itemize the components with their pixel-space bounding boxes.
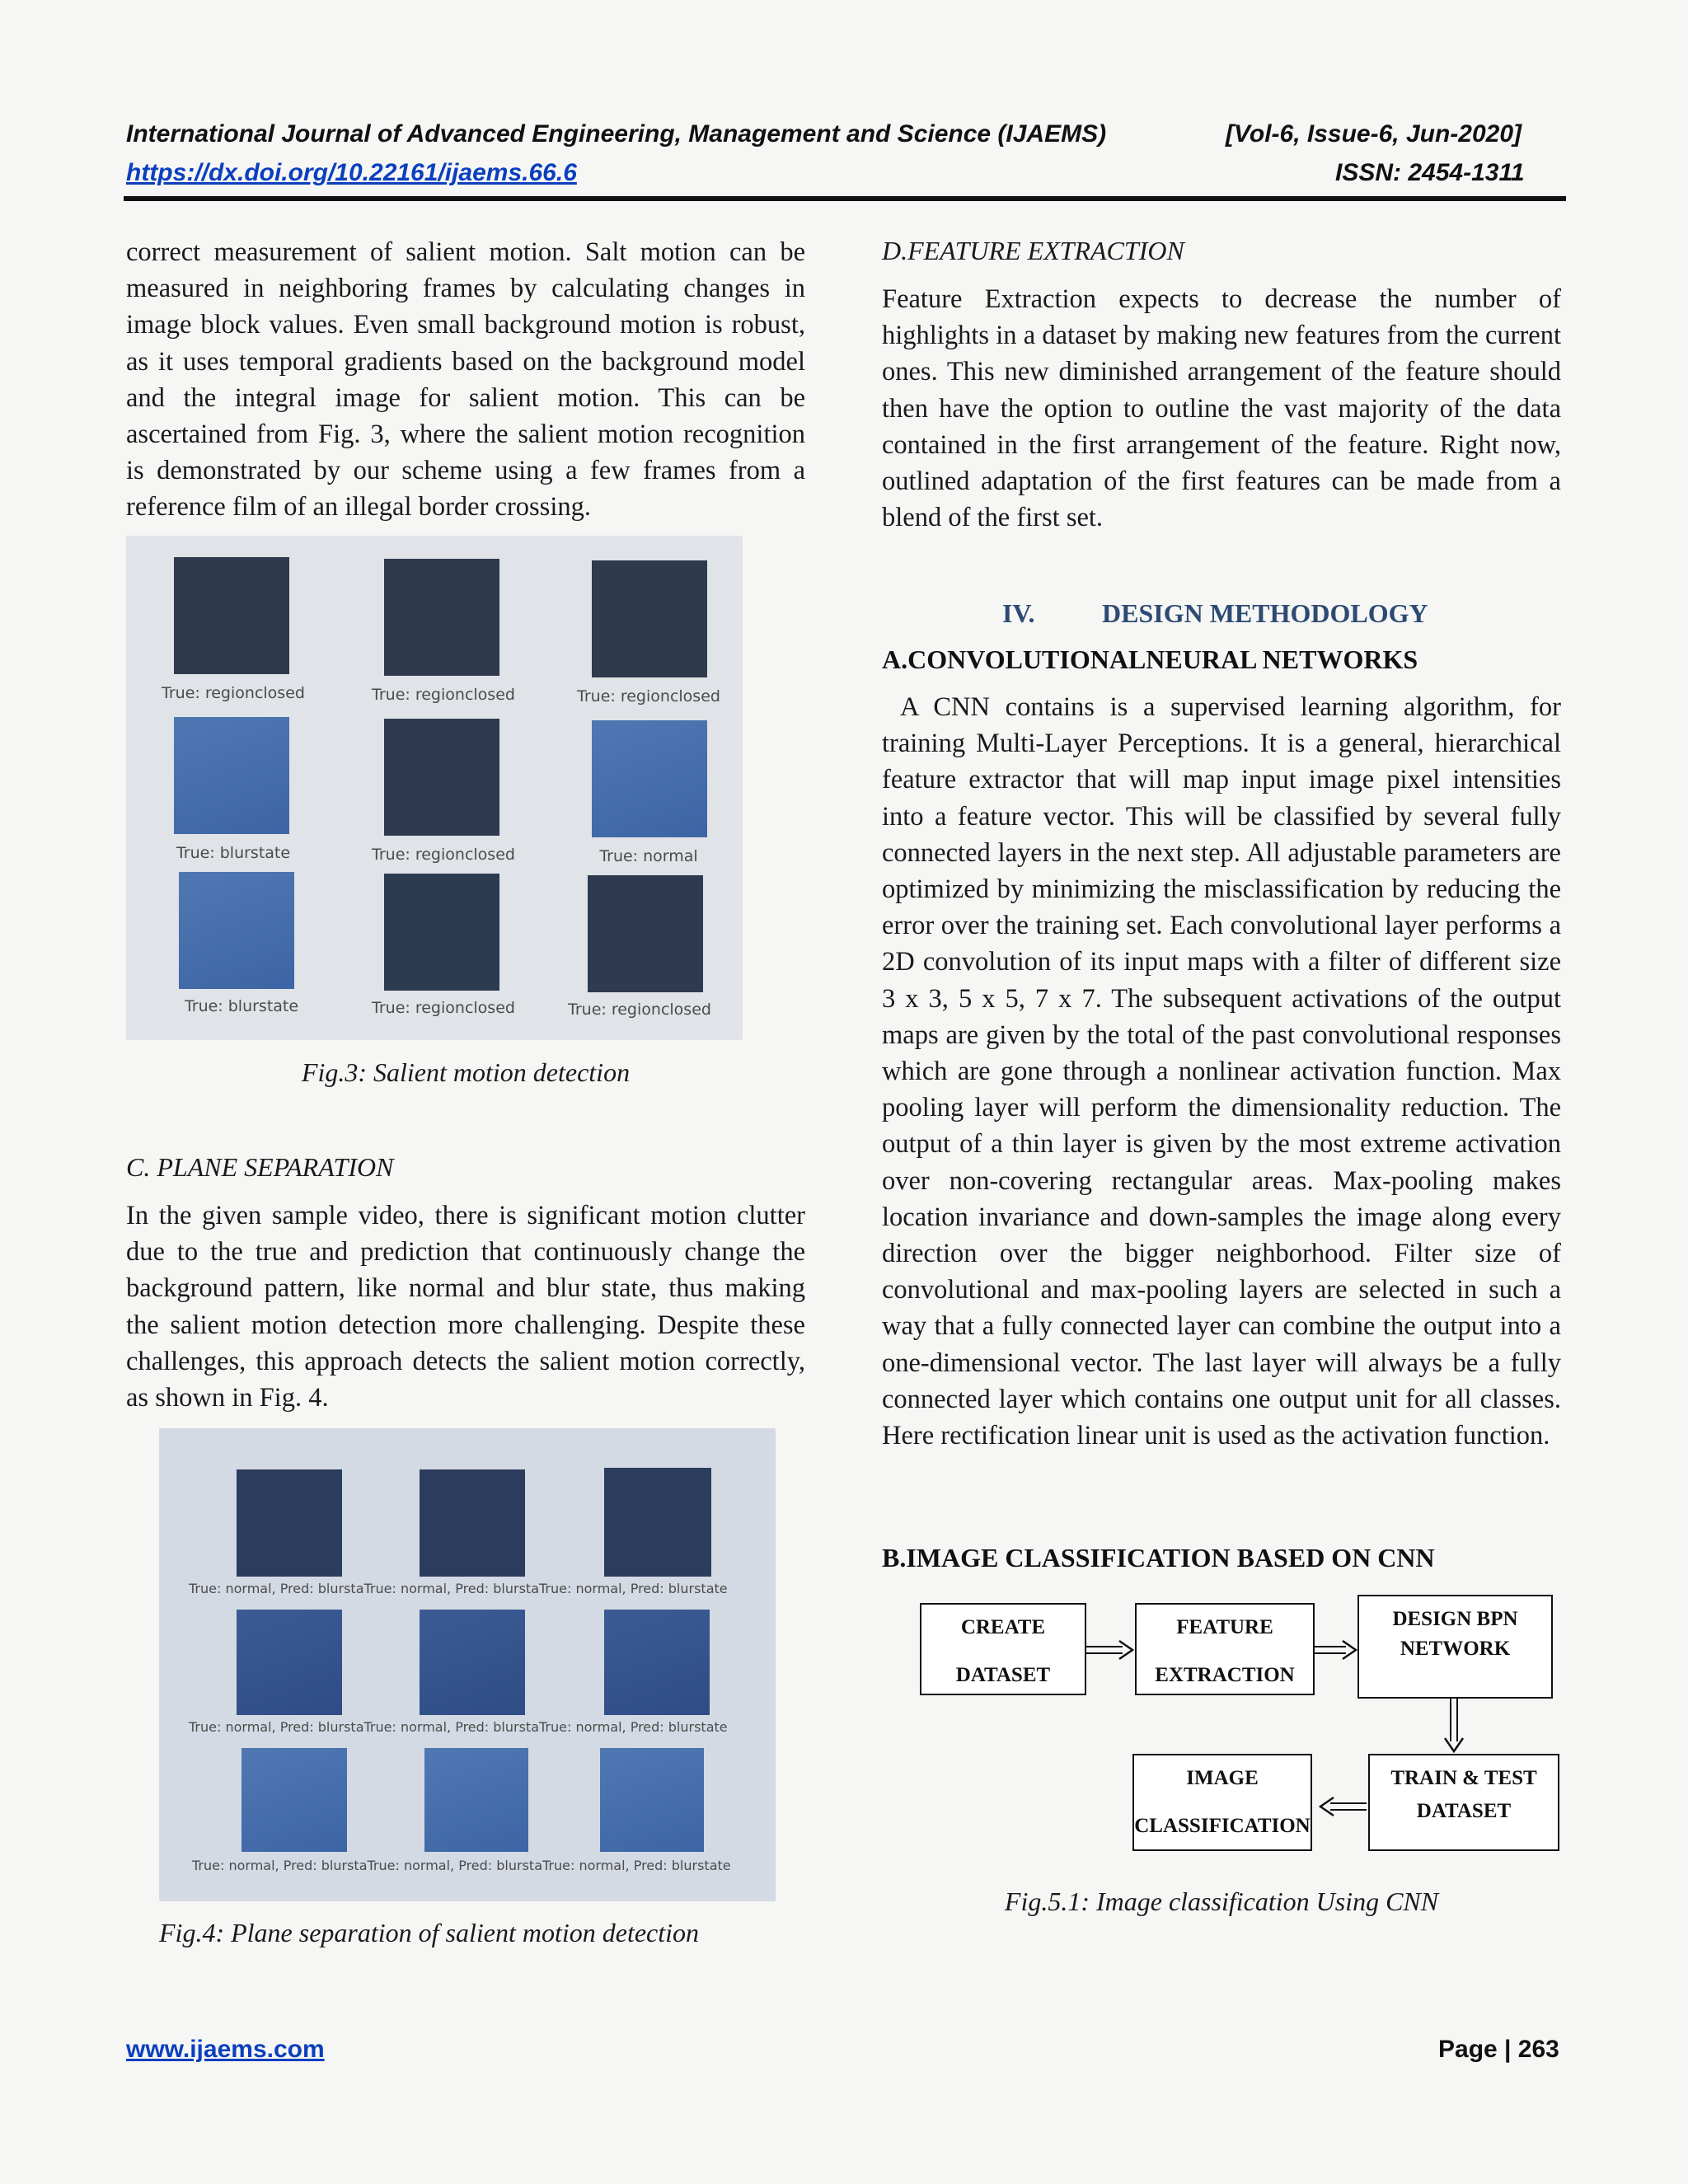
fig4-tile (424, 1748, 528, 1852)
right-paragraph-2: A CNN contains is a supervised learning algorithm, for training Multi-Layer Perceptions. It is a general, hierarchical feature extractor that will map input image pixel intensities into a feature vector. This will be classified by several fully connected layers in the next step. All adjustable parameters are optimized by minimizing the misclassification by reducing the error over the training set. Each convolutional layer performs a 2D convolution of its input maps with a filter of different size 3 x 3, 5 x 5, 7 x 7. The subsequent activations of the output maps are given by the total of the past convolutional responses which are gone through a nonlinear activation function. Max pooling layer will perform the dimensionality reduction. The output of a thin layer is given by the most extreme activation over non-covering rectangular areas. Max-pooling makes location invariance and down-samples the image along every direction over the bigger neighborhood. Filter size of convolutional and max-pooling layers are selected in such a way that a fully connected layer can combine the output into a one-dimensional vector. The last layer will always be a fully connected layer which contains one output unit for all classes. Here rectification linear unit is used as the activation function. (882, 692, 1561, 1451)
figure-5-1-caption: Fig.5.1: Image classification Using CNN (1004, 1886, 1439, 1916)
section-c-heading: C. PLANE SEPARATION (126, 1152, 394, 1182)
fig4-tile (420, 1469, 525, 1577)
fig4-row-label: True: normal, Pred: blurstaTrue: normal, Pred: blurstaTrue: normal, Pred: blurstate (192, 1858, 731, 1873)
fig4-tile (420, 1610, 525, 1715)
journal-title: International Journal of Advanced Engineering, Management and Science (IJAEMS) (126, 120, 1107, 148)
fig4-tile (604, 1468, 711, 1577)
footer-site-anchor[interactable]: www.ijaems.com (126, 2036, 325, 2063)
fig4-tile (237, 1469, 342, 1577)
section-d-heading: D.FEATURE EXTRACTION (882, 236, 1184, 265)
fig4-tile (237, 1610, 342, 1715)
train-test-line2: DATASET (1416, 1800, 1512, 1822)
fig4-tile (241, 1748, 347, 1852)
figure-3-caption: Fig.3: Salient motion detection (301, 1057, 631, 1087)
fig3-label: True: regionclosed (162, 684, 305, 702)
image-classification-box (1132, 1754, 1312, 1851)
fig3-tile (174, 557, 289, 674)
arrow-right-icon (1086, 1638, 1135, 1661)
train-test-line1: TRAIN & TEST (1390, 1767, 1537, 1789)
fig3-tile (174, 717, 289, 834)
create-dataset-line2: DATASET (955, 1664, 1051, 1686)
figure-4-caption: Fig.4: Plane separation of salient motion detection (159, 1918, 700, 1947)
subsection-a-heading: A.CONVOLUTIONALNEURAL NETWORKS (882, 644, 1418, 674)
figure-3-image (126, 536, 743, 1040)
fig3-tile (179, 872, 294, 989)
fig3-label: True: regionclosed (372, 999, 515, 1017)
fig4-row-label: True: normal, Pred: blurstaTrue: normal, Pred: blurstaTrue: normal, Pred: blurstate (189, 1719, 728, 1735)
arrow-right-icon (1315, 1638, 1357, 1661)
fig3-label: True: blurstate (184, 997, 299, 1015)
fig3-label: True: normal (599, 847, 698, 865)
feature-extraction-line2: EXTRACTION (1155, 1664, 1295, 1686)
image-classification-line1: IMAGE (1186, 1767, 1259, 1789)
fig3-tile (592, 560, 707, 677)
fig3-label: True: regionclosed (372, 686, 515, 704)
fig3-label: True: blurstate (176, 844, 291, 862)
design-bpn-line1: DESIGN BPN (1392, 1608, 1518, 1630)
create-dataset-line1: CREATE (960, 1616, 1046, 1638)
design-bpn-line2: NETWORK (1400, 1638, 1511, 1660)
doi-anchor[interactable]: https://dx.doi.org/10.22161/ijaems.66.6 (126, 159, 577, 186)
footer-page-number: Page | 263 (1438, 2036, 1559, 2063)
figure-4-image (159, 1428, 776, 1901)
design-bpn-box (1357, 1595, 1553, 1699)
fig3-tile (384, 719, 499, 836)
volume-info: [Vol-6, Issue-6, Jun-2020] (1226, 120, 1522, 148)
fig3-label: True: regionclosed (568, 1001, 711, 1019)
header-rule (124, 196, 1566, 201)
fig4-row-label: True: normal, Pred: blurstaTrue: normal, Pred: blurstaTrue: normal, Pred: blurstate (189, 1581, 728, 1596)
fig3-tile (588, 875, 703, 992)
section-iv-number: IV. (1002, 598, 1035, 628)
left-paragraph-2: In the given sample video, there is significant motion clutter due to the true and prediction that continuously change the background pattern, like normal and blur state, thus making the salient motion detection more challenging. Despite these challenges, this approach detects the salient motion correctly, as shown in Fig. 4. (126, 1201, 805, 1413)
image-classification-line2: CLASSIFICATION (1134, 1815, 1311, 1837)
train-test-box (1368, 1754, 1559, 1851)
fig3-tile (592, 720, 707, 837)
subsection-b-heading: B.IMAGE CLASSIFICATION BASED ON CNN (882, 1543, 1435, 1572)
fig4-tile (600, 1748, 704, 1852)
feature-extraction-line1: FEATURE (1176, 1616, 1273, 1638)
fig3-label: True: regionclosed (372, 846, 515, 864)
footer-site-link[interactable] (126, 2036, 325, 2064)
left-paragraph-1: correct measurement of salient motion. Salt motion can be measured in neighboring frames by calculating changes in image block values. Even small background motion is robust, as it uses temporal gradients based on the background model and the integral image for salient motion. This can be ascertained from Fig. 3, where the salient motion recognition is demonstrated by our scheme using a few frames from a reference film of an illegal border crossing. (126, 237, 805, 523)
section-iv-title: DESIGN METHODOLOGY (1102, 598, 1428, 628)
arrow-down-icon (1442, 1699, 1465, 1754)
fig3-tile (384, 559, 499, 676)
fig3-tile (384, 874, 499, 991)
right-paragraph-1: Feature Extraction expects to decrease the number of highlights in a dataset by making new features from the current ones. This new diminished arrangement of the feature should then have the option to outline the vast majority of the data contained in the first arrangement of the feature. Right now, outlined adaptation of the first features can be made from a blend of the first set. (882, 284, 1561, 533)
issn: ISSN: 2454-1311 (1335, 159, 1525, 186)
fig3-label: True: regionclosed (577, 687, 720, 705)
create-dataset-box (920, 1603, 1086, 1695)
feature-extraction-box (1135, 1603, 1315, 1695)
fig4-tile (604, 1610, 710, 1715)
arrow-left-icon (1319, 1795, 1367, 1818)
doi-link[interactable] (126, 159, 577, 187)
